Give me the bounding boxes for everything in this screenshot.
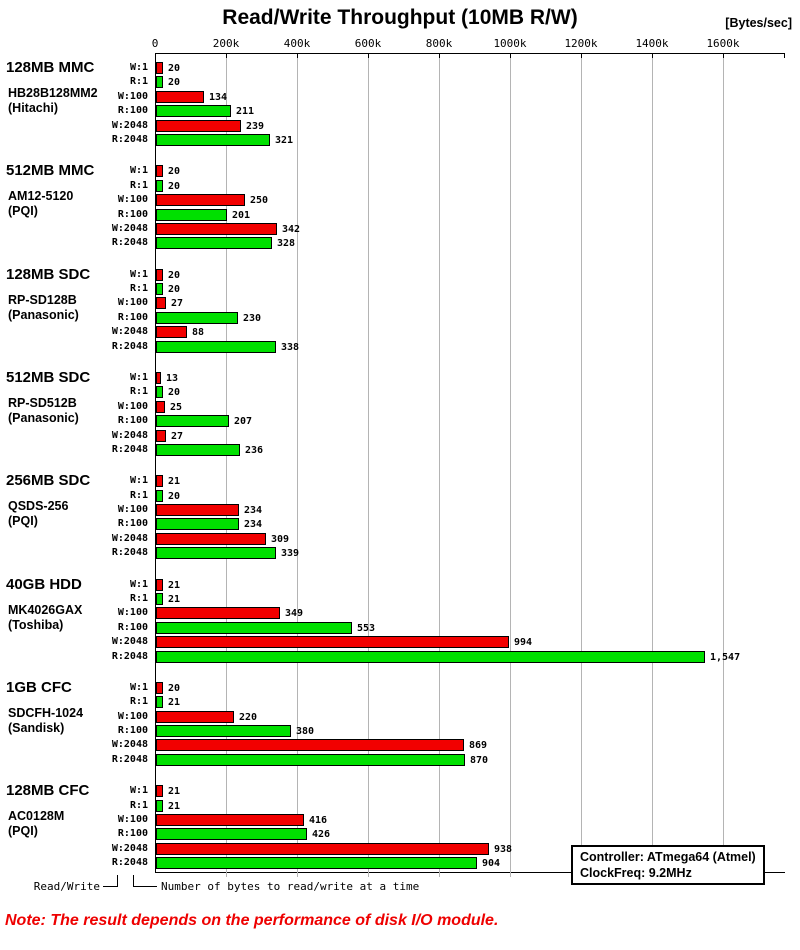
bar-w100: [156, 194, 245, 206]
axis-tickmark: [297, 53, 298, 58]
axis-tick-label: 400k: [283, 37, 311, 50]
result-note: Note: The result depends on the performance of disk I/O module.: [5, 912, 499, 929]
axis-tickmark: [723, 53, 724, 58]
axis-tick-label: 200k: [212, 37, 240, 50]
bar-value-label: 230: [243, 312, 262, 324]
axis-tick-label: 600k: [354, 37, 382, 50]
bar-w100: [156, 297, 166, 309]
axis-tick-label: 1400k: [635, 37, 669, 50]
bar-value-label: 21: [168, 786, 181, 798]
bar-row-label: W:2048: [111, 326, 148, 338]
axis-tickmark: [368, 53, 369, 58]
bar-row-label: W:2048: [111, 119, 148, 131]
bar-row-label: R:1: [129, 179, 148, 191]
bar-row-label: W:100: [117, 297, 148, 309]
bar-row-label: R:2048: [111, 753, 148, 765]
device-name: 40GB HDD: [6, 575, 82, 593]
bar-value-label: 553: [357, 622, 376, 634]
bar-w100: [156, 607, 280, 619]
bar-value-label: 338: [281, 341, 300, 353]
bar-value-label: 88: [192, 327, 205, 339]
bar-w100: [156, 91, 204, 103]
bar-value-label: 220: [239, 711, 258, 723]
bar-w2048: [156, 120, 241, 132]
device-maker: (PQI): [8, 514, 38, 529]
device-name: 128MB MMC: [6, 59, 95, 76]
bar-row-label: W:1: [129, 681, 148, 693]
bar-r100: [156, 312, 238, 324]
chart-title: Read/Write Throughput (10MB R/W): [222, 6, 578, 29]
bar-value-label: 20: [168, 63, 181, 74]
bar-w2048: [156, 636, 509, 648]
bar-value-label: 994: [514, 637, 533, 649]
device-maker: (PQI): [8, 204, 38, 219]
legend-controller: Controller: ATmega64 (Atmel): [580, 850, 756, 864]
device-name: 128MB CFC: [6, 782, 90, 800]
gridline: [510, 53, 511, 877]
bar-value-label: 250: [250, 195, 269, 207]
bar-row-label: W:100: [117, 710, 148, 722]
bar-r2048: [156, 547, 276, 559]
bar-w1: [156, 372, 161, 384]
bar-value-label: 239: [246, 120, 265, 132]
bar-value-label: 20: [168, 269, 181, 281]
bar-row-label: R:1: [129, 696, 148, 708]
device-maker: (PQI): [8, 824, 38, 839]
device-maker: (Panasonic): [8, 307, 79, 322]
bar-value-label: 309: [271, 533, 290, 545]
bar-r1: [156, 386, 163, 398]
bar-w1: [156, 682, 163, 694]
bar-w2048: [156, 739, 464, 751]
bar-r2048: [156, 857, 477, 869]
bar-r100: [156, 209, 227, 221]
bar-row-label: W:2048: [111, 532, 148, 544]
bar-row-label: R:100: [117, 208, 148, 220]
bar-value-label: 134: [209, 91, 228, 103]
bar-row-label: W:100: [117, 813, 148, 825]
bar-value-label: 380: [296, 726, 315, 737]
bar-value-label: 21: [168, 593, 181, 605]
bar-value-label: 201: [232, 209, 251, 221]
bar-row-label: W:1: [129, 371, 148, 383]
bar-row-label: R:100: [117, 311, 148, 323]
bar-w2048: [156, 843, 489, 855]
bar-row-label: R:2048: [111, 237, 148, 249]
bar-row-label: R:1: [129, 283, 148, 294]
bar-row-label: R:100: [117, 105, 148, 117]
bar-value-label: 20: [168, 166, 181, 178]
bar-row-label: W:100: [117, 400, 148, 412]
bar-r2048: [156, 651, 705, 663]
bar-r1: [156, 800, 163, 812]
bar-row-label: R:2048: [111, 134, 148, 145]
bar-row-label: R:1: [129, 489, 148, 501]
device-model: AM12-5120: [8, 189, 74, 204]
bar-value-label: 27: [171, 430, 184, 442]
bar-row-label: R:1: [129, 76, 148, 88]
bracket-bytes-per-op: [133, 875, 157, 887]
bar-r1: [156, 490, 163, 502]
bar-w1: [156, 579, 163, 591]
bar-value-label: 25: [170, 401, 183, 413]
bar-value-label: 236: [245, 444, 264, 456]
top-axis-line: [155, 53, 785, 54]
bar-value-label: 328: [277, 238, 296, 250]
footnote-bytes-per-op: Number of bytes to read/write at a time: [161, 880, 420, 893]
device-model: RP-SD512B: [8, 395, 77, 410]
axis-tickmark: [581, 53, 582, 58]
bar-r2048: [156, 444, 240, 456]
bar-value-label: 20: [168, 682, 181, 694]
bar-r100: [156, 105, 231, 117]
bar-r1: [156, 76, 163, 88]
bar-value-label: 234: [244, 505, 263, 516]
bar-r1: [156, 283, 163, 295]
device-maker: (Panasonic): [8, 410, 79, 425]
bracket-read-write: [103, 875, 118, 887]
bar-row-label: R:1: [129, 799, 148, 811]
bar-w100: [156, 711, 234, 723]
bar-value-label: 339: [281, 548, 300, 560]
bar-row-label: R:2048: [111, 857, 148, 869]
bar-row-label: W:100: [117, 504, 148, 515]
bar-row-label: W:2048: [111, 739, 148, 751]
bar-row-label: R:100: [117, 725, 148, 736]
gridline: [652, 53, 653, 877]
legend-clockfreq: ClockFreq: 9.2MHz: [580, 866, 692, 880]
bar-row-label: W:100: [117, 194, 148, 206]
bar-row-label: R:100: [117, 518, 148, 530]
axis-tickmark: [226, 53, 227, 58]
bar-row-label: R:100: [117, 828, 148, 840]
bar-w1: [156, 269, 163, 281]
device-name: 256MB SDC: [6, 472, 91, 490]
bar-value-label: 211: [236, 106, 255, 118]
bar-value-label: 13: [166, 372, 179, 384]
axis-unit-label: [Bytes/sec]: [725, 16, 792, 30]
bar-row-label: R:2048: [111, 340, 148, 352]
bar-r2048: [156, 237, 272, 249]
bar-value-label: 20: [168, 490, 181, 502]
bar-row-label: R:1: [129, 386, 148, 398]
bar-r100: [156, 518, 239, 530]
bar-r2048: [156, 134, 270, 146]
gridline: [723, 53, 724, 877]
bar-row-label: W:1: [129, 62, 148, 73]
bar-value-label: 20: [168, 77, 181, 89]
bar-row-label: W:1: [129, 165, 148, 177]
bar-w2048: [156, 326, 187, 338]
bar-row-label: W:2048: [111, 842, 148, 854]
bar-r100: [156, 828, 307, 840]
device-model: HB28B128MM2: [8, 86, 98, 100]
bar-r100: [156, 415, 229, 427]
bar-row-label: R:2048: [111, 547, 148, 559]
device-model: AC0128M: [8, 809, 65, 824]
device-name: 1GB CFC: [6, 678, 72, 696]
bar-value-label: 904: [482, 858, 501, 870]
device-name: 128MB SDC: [6, 265, 91, 283]
axis-tick-label: 1200k: [564, 37, 598, 50]
device-model: MK4026GAX: [8, 602, 83, 617]
axis-tick-label: 1000k: [493, 37, 527, 50]
bar-value-label: 20: [168, 387, 181, 399]
bar-w1: [156, 475, 163, 487]
bar-row-label: W:1: [129, 785, 148, 797]
bar-value-label: 234: [244, 519, 263, 531]
bar-w2048: [156, 533, 266, 545]
bar-w2048: [156, 223, 277, 235]
bar-r1: [156, 593, 163, 605]
footnote-read-write: Read/Write: [33, 880, 100, 893]
bar-w2048: [156, 430, 166, 442]
device-model: QSDS-256: [8, 499, 69, 514]
bar-w100: [156, 504, 239, 516]
device-name: 512MB SDC: [6, 368, 91, 386]
bar-row-label: W:2048: [111, 222, 148, 234]
bar-row-label: W:1: [129, 268, 148, 280]
axis-end-tick: [784, 53, 785, 58]
bar-w1: [156, 62, 163, 74]
bar-row-label: W:100: [117, 607, 148, 619]
bar-value-label: 27: [171, 298, 184, 310]
bar-value-label: 20: [168, 180, 181, 192]
device-maker: (Hitachi): [8, 101, 58, 115]
bar-value-label: 426: [312, 829, 331, 841]
bar-value-label: 21: [168, 476, 181, 488]
device-name: 512MB MMC: [6, 162, 95, 180]
bar-row-label: W:100: [117, 90, 148, 102]
bar-w1: [156, 785, 163, 797]
bar-value-label: 870: [470, 754, 489, 766]
bar-row-label: W:2048: [111, 636, 148, 648]
bar-value-label: 1,547: [710, 651, 741, 663]
device-model: SDCFH-1024: [8, 705, 84, 720]
axis-tick-label: 800k: [425, 37, 453, 50]
bar-row-label: R:2048: [111, 443, 148, 455]
bar-value-label: 938: [494, 843, 513, 855]
bar-value-label: 207: [234, 416, 253, 428]
bar-w100: [156, 401, 165, 413]
axis-tickmark: [652, 53, 653, 58]
gridline: [581, 53, 582, 877]
bar-row-label: R:1: [129, 592, 148, 604]
bar-value-label: 349: [285, 608, 304, 620]
bar-w1: [156, 165, 163, 177]
bar-value-label: 20: [168, 284, 181, 295]
bar-value-label: 21: [168, 697, 181, 709]
device-maker: (Toshiba): [8, 617, 64, 632]
bar-row-label: R:2048: [111, 650, 148, 662]
bar-row-label: W:1: [129, 475, 148, 487]
bar-row-label: W:2048: [111, 429, 148, 441]
axis-tick-label: 0: [151, 37, 159, 50]
controller-legend-box: [571, 845, 765, 885]
bar-value-label: 21: [168, 800, 181, 812]
bar-r2048: [156, 754, 465, 766]
bar-value-label: 21: [168, 579, 181, 591]
bar-value-label: 869: [469, 740, 488, 752]
device-model: RP-SD128B: [8, 292, 77, 307]
bar-r100: [156, 622, 352, 634]
bar-row-label: R:100: [117, 621, 148, 633]
bar-r1: [156, 180, 163, 192]
bar-row-label: W:1: [129, 578, 148, 590]
bar-r100: [156, 725, 291, 737]
bar-r2048: [156, 341, 276, 353]
bar-row-label: R:100: [117, 415, 148, 427]
axis-tick-label: 1600k: [706, 37, 740, 50]
bar-w100: [156, 814, 304, 826]
bar-r1: [156, 696, 163, 708]
axis-tickmark: [510, 53, 511, 58]
axis-tickmark: [439, 53, 440, 58]
bar-value-label: 416: [309, 814, 328, 826]
bar-value-label: 342: [282, 223, 301, 235]
device-maker: (Sandisk): [8, 720, 65, 735]
bar-value-label: 321: [275, 135, 294, 146]
